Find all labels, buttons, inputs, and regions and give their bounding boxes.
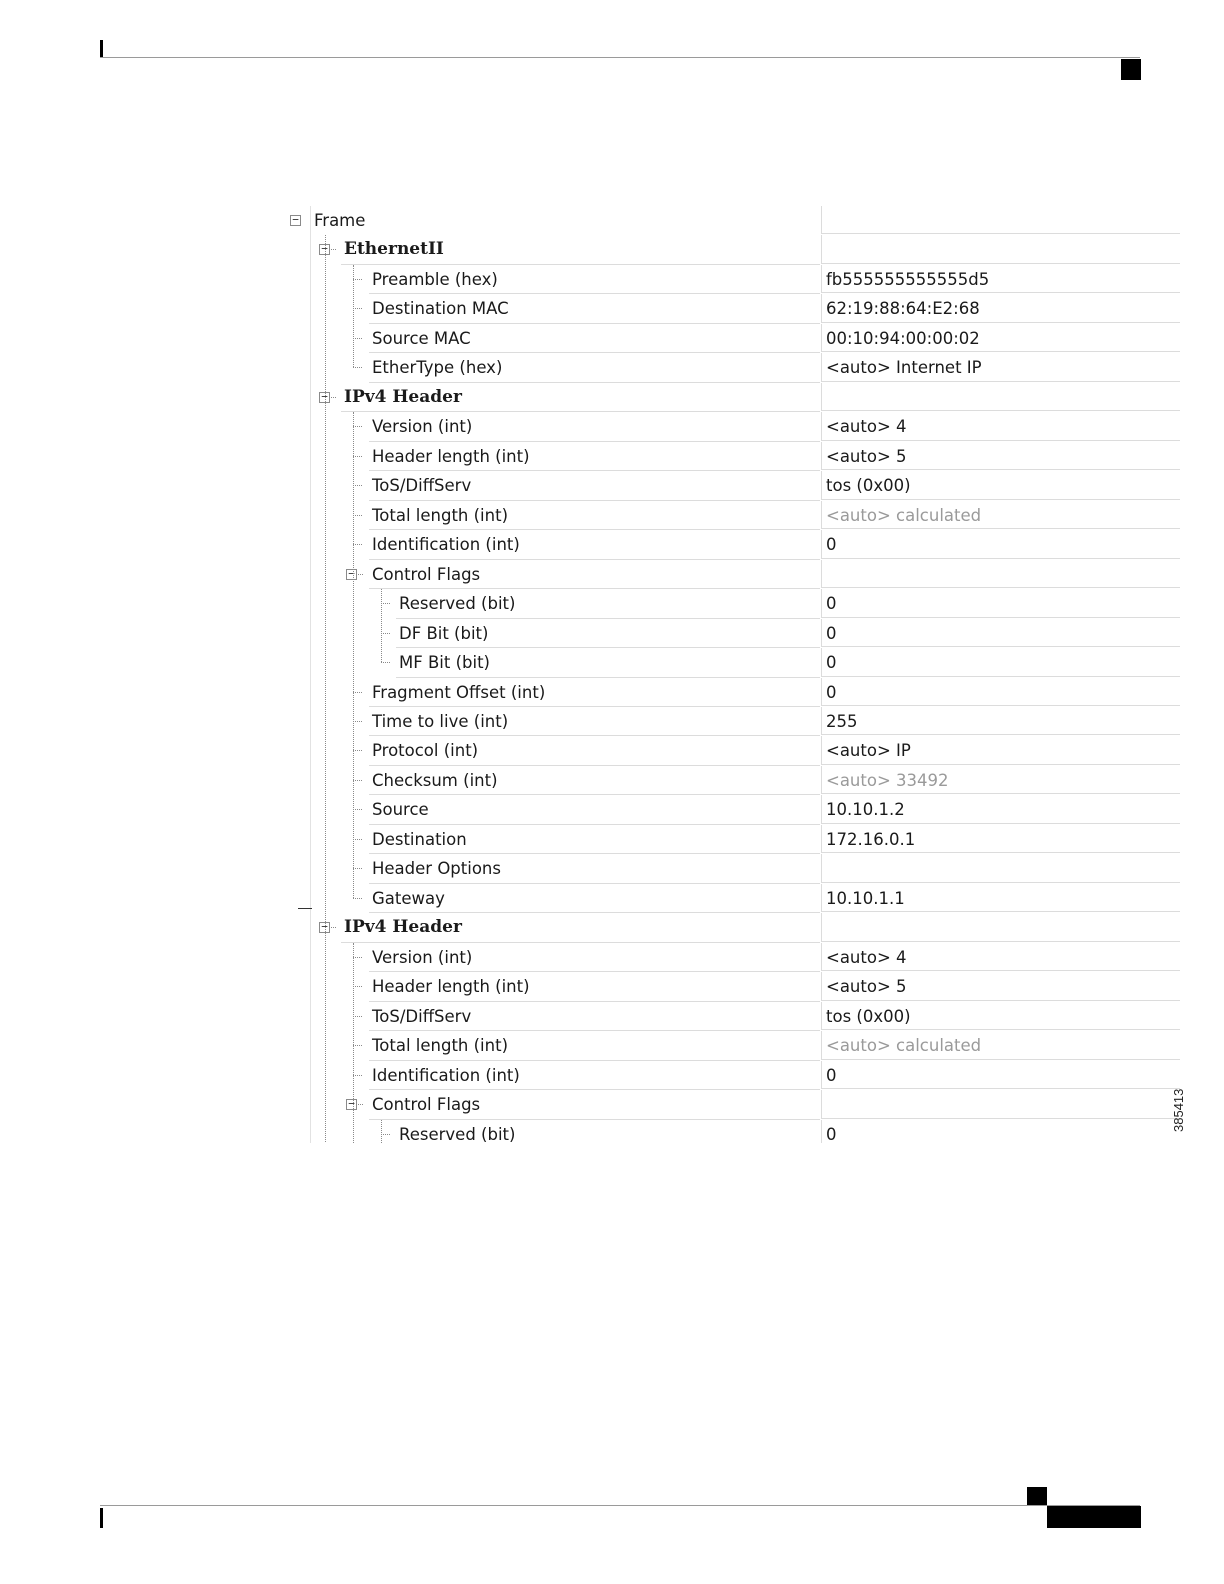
tree-connector [353, 750, 362, 751]
tree-row-label: Control Flags [369, 560, 820, 589]
tree-row[interactable] [280, 294, 1180, 323]
figure-id: 385413 [1171, 1088, 1186, 1132]
tree-row[interactable] [280, 1120, 1180, 1143]
packet-tree-grid [280, 206, 1180, 1143]
tree-row-value[interactable]: tos (0x00) [821, 471, 1180, 499]
tree-connector [353, 868, 362, 869]
tree-row-value[interactable]: 10.10.1.2 [821, 795, 1180, 823]
tree-row[interactable] [280, 854, 1180, 883]
tree-row-value[interactable]: fb555555555555d5 [821, 265, 1180, 293]
footer-square-marker [1027, 1487, 1047, 1505]
collapse-toggle-icon[interactable]: − [319, 392, 330, 403]
tree-connector [353, 515, 362, 516]
tree-row[interactable] [280, 648, 1180, 677]
collapse-toggle-icon[interactable]: − [319, 922, 330, 933]
tree-row-label: Reserved (bit) [396, 1120, 820, 1143]
tree-row-label: Header length (int) [369, 442, 820, 471]
collapse-toggle-icon[interactable]: − [346, 569, 357, 580]
tree-connector [353, 1016, 362, 1017]
tree-row[interactable] [280, 707, 1180, 736]
tree-row-label: Destination MAC [369, 294, 820, 323]
tree-connector [381, 1134, 390, 1135]
tree-row[interactable] [280, 442, 1180, 471]
tree-row[interactable] [280, 324, 1180, 353]
tree-row-value[interactable]: 0 [821, 1061, 1180, 1089]
tree-row[interactable] [280, 353, 1180, 382]
tree-row-value[interactable] [821, 913, 1180, 941]
tree-row-value[interactable]: 0 [821, 678, 1180, 706]
tree-row[interactable] [280, 1031, 1180, 1060]
tree-row-label: IPv4 Header [341, 383, 820, 412]
tree-row-label: Fragment Offset (int) [369, 678, 820, 707]
tree-row-value[interactable]: <auto> 33492 [821, 766, 1180, 794]
tree-row-value[interactable]: <auto> 5 [821, 442, 1180, 470]
tree-connector [353, 986, 362, 987]
tree-guide-line [353, 943, 354, 1143]
tree-row-value[interactable] [821, 560, 1180, 588]
tree-row[interactable] [280, 1090, 1180, 1119]
tree-row[interactable] [280, 972, 1180, 1001]
footer-tick-mark [100, 1508, 103, 1528]
tree-row-value[interactable] [821, 854, 1180, 882]
tree-connector [353, 721, 362, 722]
collapse-toggle-icon[interactable]: − [290, 215, 301, 226]
tree-row-label: Reserved (bit) [396, 589, 820, 618]
tree-connector [353, 1045, 362, 1046]
tree-row-value[interactable] [821, 235, 1180, 263]
tree-row[interactable] [280, 913, 1180, 942]
tree-row-value[interactable]: 62:19:88:64:E2:68 [821, 294, 1180, 322]
tree-row[interactable] [280, 678, 1180, 707]
tree-connector [331, 927, 336, 928]
tree-row-label: IPv4 Header [341, 913, 820, 942]
tree-row-value[interactable]: 0 [821, 648, 1180, 676]
header-rule [100, 57, 1140, 58]
tree-row-label: Preamble (hex) [369, 265, 820, 294]
tree-connector [381, 603, 390, 604]
footer-page-tab [1047, 1506, 1141, 1528]
tree-row[interactable] [280, 501, 1180, 530]
tree-row-value[interactable]: 00:10:94:00:00:02 [821, 324, 1180, 352]
footer-rule [100, 1505, 1140, 1506]
tree-row-value[interactable]: <auto> calculated [821, 1031, 1180, 1059]
tree-row[interactable] [280, 265, 1180, 294]
tree-row-value[interactable] [821, 1090, 1180, 1118]
tree-connector [353, 898, 362, 899]
tree-guide-line [381, 1120, 382, 1143]
tree-row-label: Identification (int) [369, 1061, 820, 1090]
tree-row-label: Frame [314, 211, 366, 230]
tree-row-value[interactable]: 0 [821, 1120, 1180, 1143]
collapse-toggle-icon[interactable]: − [346, 1099, 357, 1110]
tree-guide-line [353, 412, 354, 898]
tree-row-value[interactable]: <auto> IP [821, 736, 1180, 764]
tree-connector [353, 485, 362, 486]
tree-connector [353, 692, 362, 693]
tree-connector [353, 957, 362, 958]
tree-connector [353, 338, 362, 339]
tree-row-value[interactable]: <auto> 5 [821, 972, 1180, 1000]
tree-row-label: Gateway [369, 884, 820, 913]
tree-row-label: Version (int) [369, 943, 820, 972]
tree-guide-line [381, 589, 382, 662]
tree-connector [331, 397, 336, 398]
tree-connector [358, 1104, 363, 1105]
tree-row-label: EthernetII [341, 235, 820, 264]
tree-connector [353, 780, 362, 781]
tree-row-label: Header length (int) [369, 972, 820, 1001]
tree-row[interactable] [280, 471, 1180, 500]
header-tick-mark [100, 40, 103, 58]
tree-row-label: ToS/DiffServ [369, 1002, 820, 1031]
tree-row[interactable] [280, 1061, 1180, 1090]
tree-connector [353, 308, 362, 309]
tree-row[interactable] [280, 1002, 1180, 1031]
tree-row-label: Control Flags [369, 1090, 820, 1119]
tree-row-label: Header Options [369, 854, 820, 883]
tree-row[interactable] [280, 795, 1180, 824]
tree-row-value[interactable] [821, 206, 1180, 234]
tree-row-label: Source [369, 795, 820, 824]
tree-connector [331, 249, 336, 250]
tree-row-value[interactable]: 0 [821, 589, 1180, 617]
tree-row-label: Protocol (int) [369, 736, 820, 765]
tree-row-value[interactable] [821, 383, 1180, 411]
tree-guide-line [325, 235, 326, 1143]
tree-row[interactable] [280, 619, 1180, 648]
tree-row-value[interactable]: <auto> Internet IP [821, 353, 1180, 381]
tree-row-value[interactable]: <auto> calculated [821, 501, 1180, 529]
tree-row[interactable] [280, 589, 1180, 618]
tree-row-label: Checksum (int) [369, 766, 820, 795]
tree-row[interactable] [280, 530, 1180, 559]
tree-row-label: ToS/DiffServ [369, 471, 820, 500]
tree-row-label: MF Bit (bit) [396, 648, 820, 677]
tree-connector [381, 633, 390, 634]
tree-row-value[interactable]: tos (0x00) [821, 1002, 1180, 1030]
tree-row[interactable] [280, 825, 1180, 854]
tree-connector [353, 279, 362, 280]
tree-connector [358, 574, 363, 575]
tree-row-label: Destination [369, 825, 820, 854]
tree-row-label: Source MAC [369, 324, 820, 353]
dash-mark [298, 908, 312, 909]
tree-row-value[interactable]: 255 [821, 707, 1180, 735]
tree-row[interactable] [280, 235, 1180, 264]
tree-connector [353, 809, 362, 810]
tree-row[interactable] [280, 412, 1180, 441]
tree-row-label: Time to live (int) [369, 707, 820, 736]
tree-row-value[interactable]: 0 [821, 619, 1180, 647]
tree-connector [353, 367, 362, 368]
tree-connector [381, 662, 390, 663]
tree-row-label: DF Bit (bit) [396, 619, 820, 648]
tree-connector [353, 544, 362, 545]
tree-row-label: Total length (int) [369, 501, 820, 530]
tree-connector [353, 1075, 362, 1076]
tree-row-value[interactable]: <auto> 4 [821, 412, 1180, 440]
tree-row[interactable] [280, 884, 1180, 913]
tree-row-value[interactable]: <auto> 4 [821, 943, 1180, 971]
tree-row[interactable] [280, 206, 1180, 235]
tree-row[interactable] [280, 943, 1180, 972]
tree-row[interactable] [280, 560, 1180, 589]
tree-row-label: Identification (int) [369, 530, 820, 559]
header-square-marker [1121, 59, 1141, 80]
tree-connector [353, 839, 362, 840]
tree-connector [353, 426, 362, 427]
tree-guide-line [353, 265, 354, 367]
tree-row-label: EtherType (hex) [369, 353, 820, 382]
tree-row[interactable] [280, 766, 1180, 795]
collapse-toggle-icon[interactable]: − [319, 244, 330, 255]
tree-connector [353, 456, 362, 457]
tree-row-value[interactable]: 10.10.1.1 [821, 884, 1180, 912]
tree-row-value[interactable]: 0 [821, 530, 1180, 558]
tree-row[interactable] [280, 736, 1180, 765]
tree-row-label: Version (int) [369, 412, 820, 441]
tree-row-label: Total length (int) [369, 1031, 820, 1060]
tree-row-value[interactable]: 172.16.0.1 [821, 825, 1180, 853]
tree-row[interactable] [280, 383, 1180, 412]
